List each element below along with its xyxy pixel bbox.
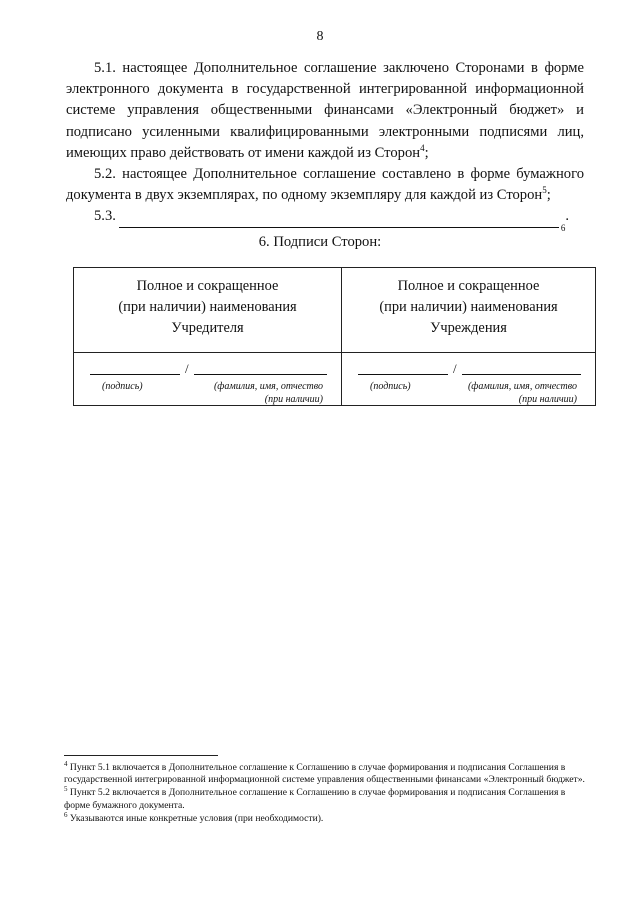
paragraph-5-3-label: 5.3. [94, 208, 116, 225]
institution-name-caption-line-1: (фамилия, имя, отчество [467, 381, 577, 392]
footnote-6 [64, 810, 588, 825]
footnote-ref-4: 4 [420, 142, 425, 153]
founder-name-caption-line-2: (при наличии) [264, 394, 323, 405]
institution-header-line-3: Учреждения [430, 320, 507, 336]
institution-name-caption-line-2: (при наличии) [518, 394, 577, 405]
paragraph-5-3: 5.3. 6 . [94, 208, 570, 233]
paragraph-5-1-text: 5.1. настоящее Дополнительное соглашение заключено Сторонами в форме электронного документа в государственной интегрированной информационной системе управления общественными финансами «Электронный бюджет» и подписано усиленными квалифицированными электронными подписями лиц, имеющих право действовать от имени каждой из Сторон [66, 60, 584, 161]
institution-name-line [462, 374, 581, 375]
founder-sign-caption: (подпись) [102, 381, 143, 392]
founder-signature-line [90, 374, 180, 375]
signatures-table [73, 267, 596, 406]
paragraph-5-2 [66, 164, 584, 206]
institution-header [342, 268, 595, 339]
blank-fill-line [119, 213, 559, 228]
founder-name-caption [214, 380, 323, 406]
institution-slash: / [453, 361, 457, 376]
founder-name-caption-line-1: (фамилия, имя, отчество [213, 381, 323, 392]
footnotes [64, 759, 588, 826]
footnote-5-text: Пункт 5.2 включается в Дополнительное соглашение к Соглашению в случае формирования и подписания Соглашения в форме бумажного документа. [64, 787, 566, 811]
document-body [66, 58, 584, 233]
institution-signature-line [358, 374, 448, 375]
founder-slash: / [185, 361, 189, 376]
paragraph-5-3-end: . [565, 208, 570, 225]
footnote-5-number: 5 [64, 785, 68, 794]
founder-signature-row [90, 359, 327, 375]
footnote-4 [64, 759, 588, 786]
paragraph-5-2-end: ; [546, 187, 551, 204]
footnote-6-number: 6 [64, 810, 68, 819]
page-number: 8 [316, 29, 324, 44]
institution-signature-row [358, 359, 581, 375]
footnote-6-text: Указываются иные конкретные условия (при необходимости). [69, 812, 324, 824]
founder-name-line [194, 374, 327, 375]
founder-header-cell [74, 268, 341, 352]
institution-header-line-1: Полное и сокращенное [397, 278, 540, 294]
institution-header-line-2: (при наличии) наименования [379, 299, 558, 315]
paragraph-5-1 [66, 58, 584, 164]
footnote-divider [64, 755, 218, 756]
founder-signature-cell [74, 352, 341, 405]
footnote-4-text: Пункт 5.1 включается в Дополнительное соглашение к Соглашению в случае формирования и подписания Соглашения в государственной интегрированной информационной системе управления общественными финансами «Электронный бюджет». [64, 762, 585, 786]
paragraph-5-2-text: 5.2. настоящее Дополнительное соглашение составлено в форме бумажного документа в двух экземплярах, по одному экземпляру для каждой из Сторон [66, 166, 584, 204]
institution-name-caption [468, 380, 577, 406]
institution-header-cell [341, 268, 595, 352]
footnote-ref-5: 5 [542, 185, 547, 196]
footnote-5 [64, 787, 588, 811]
institution-sign-caption: (подпись) [370, 381, 411, 392]
section-title: 6. Подписи Сторон: [258, 234, 382, 250]
founder-header-line-3: Учредителя [171, 320, 244, 336]
founder-header [74, 268, 341, 339]
institution-signature-cell [341, 352, 595, 405]
paragraph-5-1-end: ; [424, 144, 429, 161]
founder-header-line-1: Полное и сокращенное [136, 278, 279, 294]
footnote-4-number: 4 [64, 759, 68, 768]
founder-header-line-2: (при наличии) наименования [118, 299, 297, 315]
